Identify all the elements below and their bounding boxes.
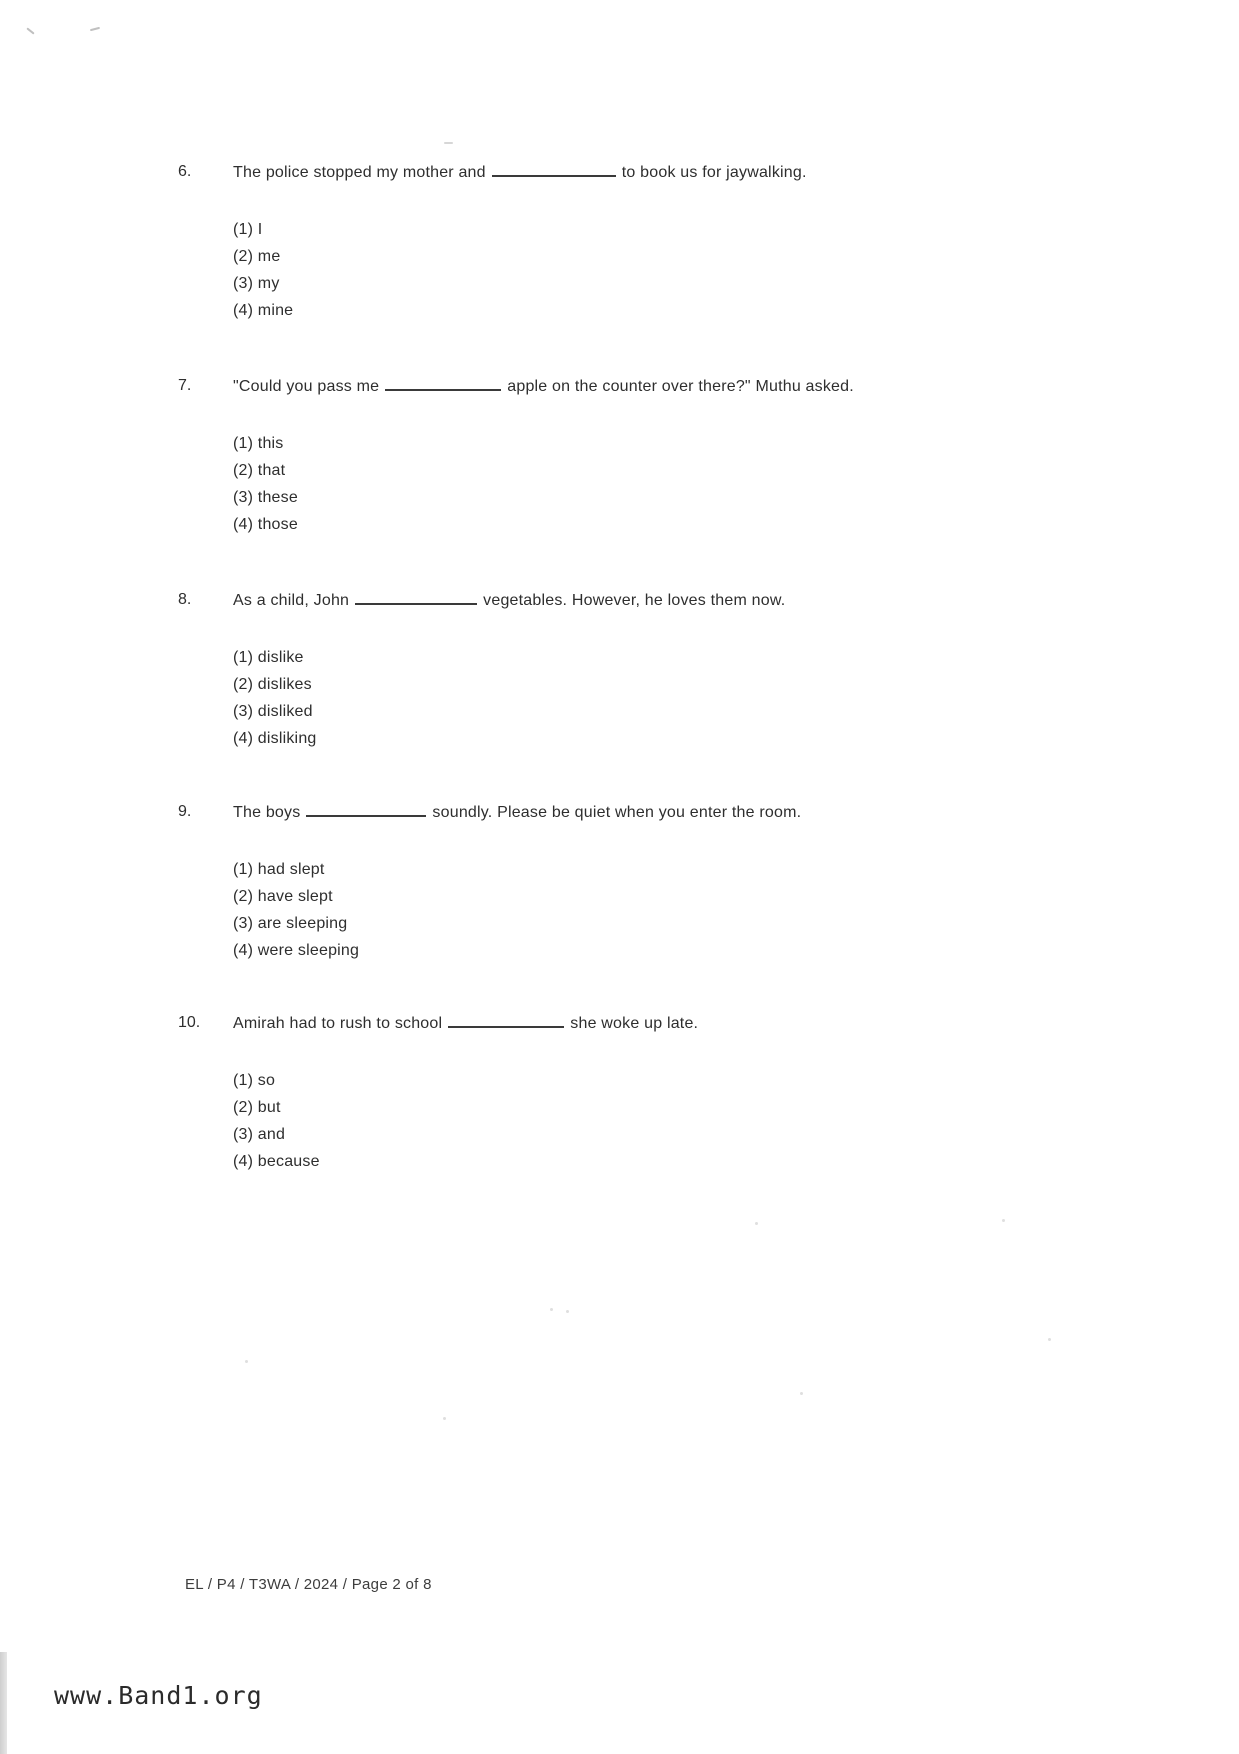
answer-blank [355, 591, 477, 605]
question-stem [233, 591, 1153, 610]
scan-artifact [90, 27, 100, 31]
scan-artifact [26, 27, 34, 34]
option: (4) disliking [233, 730, 317, 747]
option: (1) had slept [233, 861, 325, 878]
question-stem [233, 803, 1153, 822]
option: (3) my [233, 275, 280, 292]
options-list [233, 856, 359, 964]
options-list [233, 430, 298, 538]
stem-before: "Could you pass me [233, 378, 380, 395]
option: (3) these [233, 489, 298, 506]
option: (4) were sleeping [233, 942, 360, 959]
question-number: 7. [178, 377, 192, 394]
options-list [233, 216, 293, 324]
scan-artifact [755, 1222, 758, 1225]
option: (4) because [233, 1153, 320, 1170]
scan-artifact [444, 142, 453, 144]
stem-after: soundly. Please be quiet when you enter the room. [432, 804, 802, 821]
option: (2) have slept [233, 888, 333, 905]
stem-before: As a child, John [233, 592, 350, 609]
stem-after: apple on the counter over there?" Muthu asked. [507, 378, 854, 395]
scan-artifact [1002, 1219, 1005, 1222]
question-number: 8. [178, 591, 192, 608]
question-stem [233, 377, 1153, 396]
question-number: 10. [178, 1014, 201, 1031]
options-list [233, 1067, 320, 1175]
stem-before: Amirah had to rush to school [233, 1015, 443, 1032]
stem-after: vegetables. However, he loves them now. [483, 592, 786, 609]
option: (1) so [233, 1072, 276, 1089]
option: (2) that [233, 462, 286, 479]
option: (3) and [233, 1126, 286, 1143]
question-stem [233, 1014, 1153, 1033]
scan-artifact [443, 1417, 446, 1420]
option: (1) I [233, 221, 263, 238]
scan-artifact [550, 1308, 553, 1311]
option: (2) but [233, 1099, 281, 1116]
page-footer: EL / P4 / T3WA / 2024 / Page 2 of 8 [185, 1576, 432, 1593]
question-number: 6. [178, 163, 192, 180]
option: (1) dislike [233, 649, 304, 666]
scan-artifact [1048, 1338, 1051, 1341]
scan-artifact [800, 1392, 803, 1395]
question-number: 9. [178, 803, 192, 820]
option: (3) are sleeping [233, 915, 348, 932]
answer-blank [448, 1014, 564, 1028]
options-list [233, 644, 317, 752]
scan-artifact [245, 1360, 248, 1363]
option: (1) this [233, 435, 284, 452]
option: (4) mine [233, 302, 294, 319]
answer-blank [306, 803, 426, 817]
option: (3) disliked [233, 703, 313, 720]
stem-after: she woke up late. [570, 1015, 699, 1032]
stem-before: The police stopped my mother and [233, 164, 486, 181]
scan-edge-shadow [0, 1652, 7, 1754]
scan-artifact [566, 1310, 569, 1313]
stem-before: The boys [233, 804, 301, 821]
stem-after: to book us for jaywalking. [621, 164, 807, 181]
answer-blank [492, 163, 616, 177]
answer-blank [385, 377, 501, 391]
option: (2) me [233, 248, 281, 265]
watermark-text: www.Band1.org [54, 1681, 263, 1710]
option: (2) dislikes [233, 676, 312, 693]
option: (4) those [233, 516, 298, 533]
question-stem [233, 163, 1153, 182]
